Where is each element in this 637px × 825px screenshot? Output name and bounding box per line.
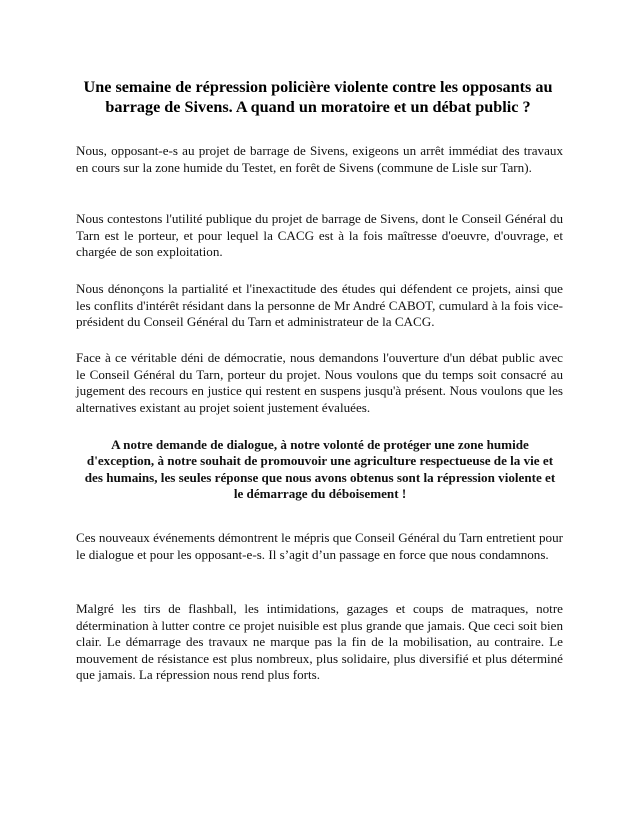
paragraph-determination: Malgré les tirs de flashball, les intimidations, gazages et coups de matraques, notre détermination à lutter contre ce projet nuisible est plus grande que jamais. Que ceci soit bien clair. Le démarrage des travaux ne marque pas la fin de la mobilisation, au contraire. Le mouvement de résistance est plus nombreux, plus solidaire, plus diversifié et plus déterminé que jamais. La répression nous rend plus forts. <box>76 601 563 683</box>
paragraph-demand-halt: Nous, opposant-e-s au projet de barrage de Sivens, exigeons un arrêt immédiat des travaux en cours sur la zone humide du Testet, en forêt de Sivens (commune de Lisle sur Tarn). <box>76 143 563 175</box>
paragraph-contest-utility: Nous contestons l'utilité publique du projet de barrage de Sivens, dont le Conseil Général du Tarn est le porteur, et pour lequel la CACG est à la fois maîtresse d'oeuvre, d'ouvrage, et chargée de son exploitation. <box>76 211 563 260</box>
paragraph-denounce-studies: Nous dénonçons la partialité et l'inexactitude des études qui défendent ce projets, ainsi que les conflits d'intérêt résidant dans la personne de Mr André CABOT, cumulard à la fois vice-président du Conseil Général du Tarn et administrateur de la CACG. <box>76 281 563 330</box>
paragraph-repression-statement: A notre demande de dialogue, à notre volonté de protéger une zone humide d'exception, à notre souhait de promouvoir une agriculture respectueuse de la vie et des humains, les seules réponse que nous avons obtenus sont la répression violente et le démarrage du déboisement ! <box>84 437 556 502</box>
paragraph-new-events: Ces nouveaux événements démontrent le mépris que Conseil Général du Tarn entretient pour le dialogue et pour les opposant-e-s. Il s’agit d’un passage en force que nous condamnons. <box>76 530 563 562</box>
paragraph-public-debate: Face à ce véritable déni de démocratie, nous demandons l'ouverture d'un débat public avec le Conseil Général du Tarn, porteur du projet. Nous voulons que du temps soit consacré au jugement des recours en justice qui restent en suspens jusqu'à présent. Nous voulons que les alternatives existant au projet soient justement évaluées. <box>76 350 563 415</box>
document-title: Une semaine de répression policière violente contre les opposants au barrage de Sivens. A quand un moratoire et un débat public ? <box>83 78 553 116</box>
